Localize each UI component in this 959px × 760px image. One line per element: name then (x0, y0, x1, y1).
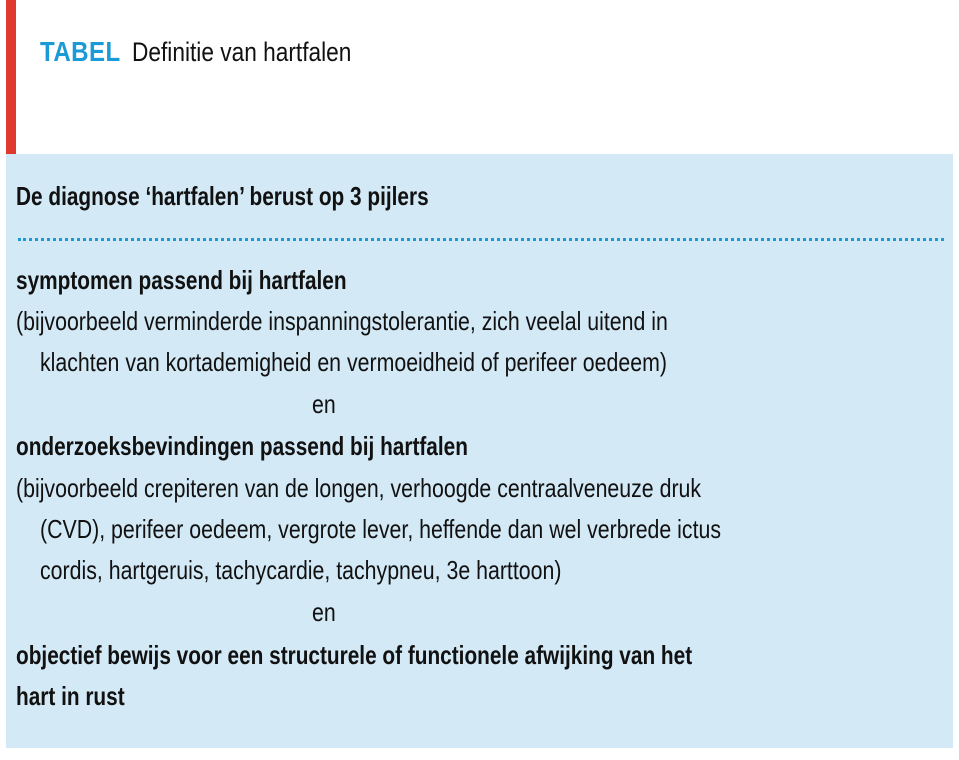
pillar-2-line-3: cordis, hartgeruis, tachycardie, tachypneu, 3e harttoon) (40, 555, 562, 585)
definition-panel (6, 154, 953, 748)
connector-en-2: en (312, 597, 336, 627)
pillar-1-title: symptomen passend bij hartfalen (16, 265, 347, 295)
connector-en-1: en (312, 389, 336, 419)
table-header (40, 36, 393, 72)
table-title: Definitie van hartfalen (131, 37, 352, 67)
accent-bar (6, 0, 16, 154)
dotted-divider (18, 238, 944, 241)
pillar-2-line-2: (CVD), perifeer oedeem, vergrote lever, heffende dan wel verbrede ictus (40, 514, 722, 544)
pillar-2-line-1: (bijvoorbeeld crepiteren van de longen, verhoogde centraalveneuze druk (16, 473, 702, 503)
pillar-2-title: onderzoeksbevindingen passend bij hartfalen (16, 431, 468, 461)
pillar-1-line-1: (bijvoorbeeld verminderde inspanningstolerantie, zich veelal uitend in (16, 306, 668, 336)
pillar-3-title-line-2: hart in rust (16, 681, 125, 711)
panel-heading: De diagnose ‘hartfalen’ berust op 3 pijlers (16, 181, 429, 211)
pillar-1-line-2: klachten van kortademigheid en vermoeidheid of perifeer oedeem) (40, 347, 667, 377)
pillar-3-title-line-1: objectief bewijs voor een structurele of functionele afwijking van het (16, 640, 693, 670)
table-label: TABEL (40, 36, 121, 67)
